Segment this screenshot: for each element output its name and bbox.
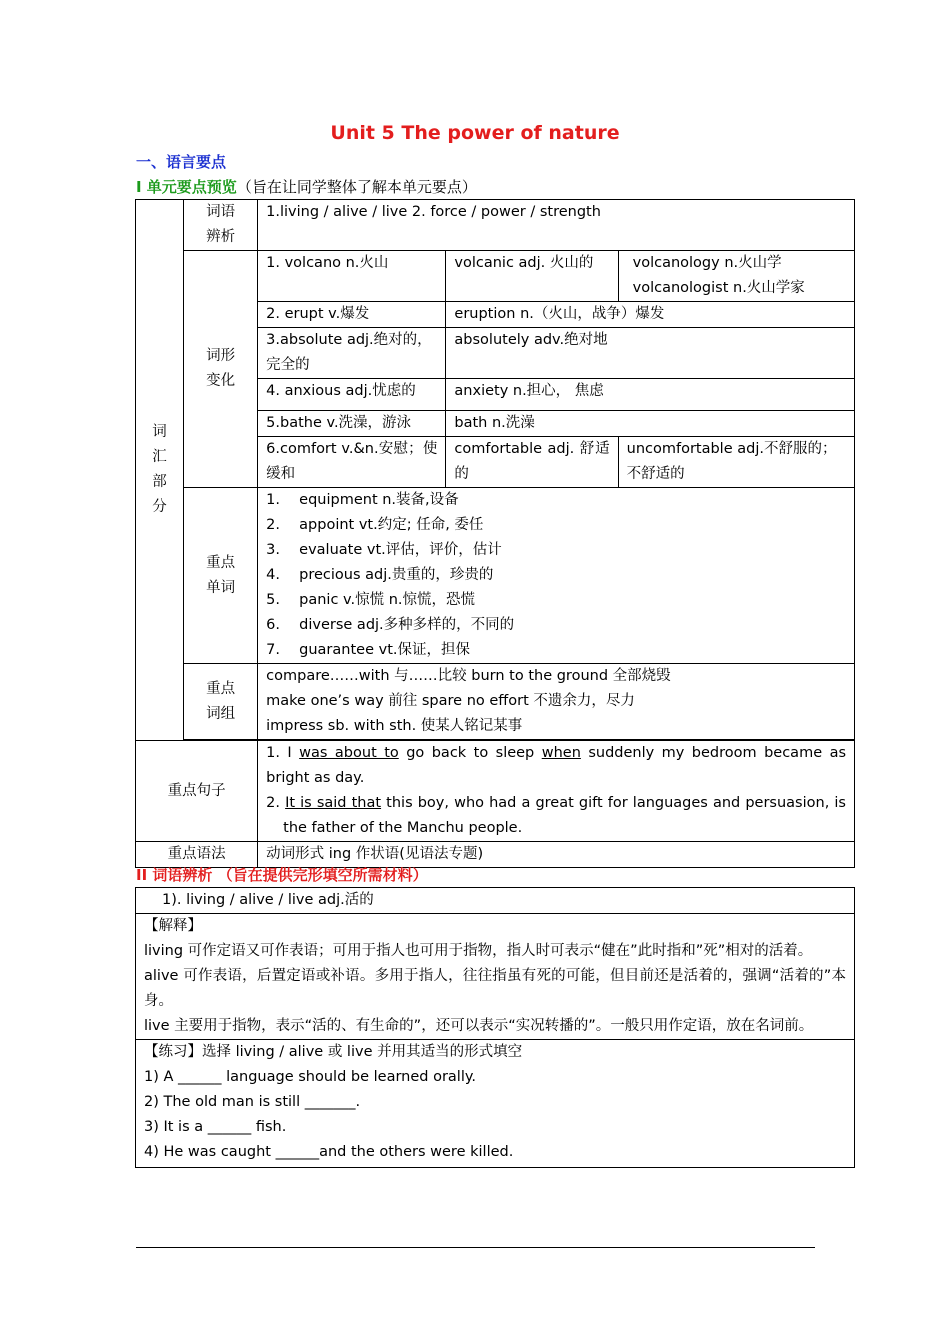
phrase-line: make one’s way 前往 spare no effort 不遗余力，尽力 <box>266 693 635 709</box>
explanation-paragraph: living 可作定语又可作表语；可用于指人也可用于指物，指人时可表示“健在”此时指和”死”相对的活着。 <box>144 943 813 959</box>
sentence-1: 1. I was about to go back to sleep when suddenly my bedroom became as bright as day. <box>266 745 847 786</box>
page-title: Unit 5 The power of nature <box>330 122 620 144</box>
analysis-head: 1). living / alive / live adj.活的 <box>136 888 855 914</box>
key-sentences <box>258 741 855 842</box>
grammar-text: 动词形式 ing 作状语(见语法专题) <box>258 842 855 868</box>
phrase-line: impress sb. with sth. 使某人铭记某事 <box>266 718 523 734</box>
wf-cell: eruption n.（火山，战争）爆发 <box>446 302 855 328</box>
sentences-label: 重点句子 <box>136 741 258 842</box>
list-item: 2. appoint vt.约定; 任命, 委任 <box>266 517 484 533</box>
phrases-label: 重点词组 <box>184 664 258 740</box>
section-heading-language-points: 一、语言要点 <box>136 153 227 171</box>
grammar-label: 重点语法 <box>136 842 258 868</box>
wf-cell: 1. volcano n.火山 <box>258 251 446 302</box>
wf-cell: uncomfortable adj.不舒服的；不舒适的 <box>618 437 854 488</box>
wf-cell: volcanic adj. 火山的 <box>446 251 618 302</box>
wf-cell: 3.absolute adj.绝对的，完全的 <box>258 328 446 379</box>
list-item: 1. equipment n.装备,设备 <box>266 492 459 508</box>
wf-cell: absolutely adv.绝对地 <box>446 328 855 379</box>
vocab-part-label: 词汇部分 <box>136 200 184 741</box>
analysis-practice <box>136 1040 855 1168</box>
list-item: 6. diverse adj.多种多样的，不同的 <box>266 617 515 633</box>
explanation-label: 【解释】 <box>144 918 202 934</box>
wf-cell: 2. erupt v.爆发 <box>258 302 446 328</box>
practice-item: 4) He was caught ______and the others were killed. <box>144 1144 514 1160</box>
wf-cell: 6.comfort v.&n.安慰；使缓和 <box>258 437 446 488</box>
wf-cell: comfortable adj. 舒适的 <box>446 437 618 488</box>
preview-note: （旨在让同学整体了解本单元要点） <box>236 178 477 196</box>
practice-item: 3) It is a ______ fish. <box>144 1119 287 1135</box>
footer-rule <box>136 1247 815 1248</box>
list-item: 3. evaluate vt.评估，评价，估计 <box>266 542 502 558</box>
wordform-label: 词形变化 <box>184 251 258 488</box>
phrase-line: compare……with 与……比较 burn to the ground 全部烧毁 <box>266 668 671 684</box>
list-item: 7. guarantee vt.保证，担保 <box>266 642 470 658</box>
explanation-paragraph: live 主要用于指物，表示“活的、有生命的”，还可以表示“实况转播的”。一般只用作定语，放在名词前。 <box>144 1018 814 1034</box>
word-analysis-table <box>135 887 855 1168</box>
disc-text: 1.living / alive / live 2. force / power / strength <box>258 200 855 251</box>
disc-label: 词语辨析 <box>184 200 258 251</box>
list-item: 4. precious adj.贵重的，珍贵的 <box>266 567 494 583</box>
key-words-label: 重点单词 <box>184 488 258 664</box>
unit-overview-table <box>135 199 855 868</box>
section-subheading-preview <box>136 176 477 197</box>
practice-item: 1) A ______ language should be learned orally. <box>144 1069 476 1085</box>
wf-cell: volcanology n.火山学 volcanologist n.火山学家 <box>618 251 854 302</box>
analysis-explanation <box>136 914 855 1040</box>
wf-cell: 5.bathe v.洗澡，游泳 <box>258 411 446 437</box>
practice-item: 2) The old man is still _______. <box>144 1094 361 1110</box>
phrases-list <box>258 664 855 740</box>
preview-label: I 单元要点预览 <box>136 178 237 196</box>
wf-cell: bath n.洗澡 <box>446 411 855 437</box>
practice-label: 【练习】选择 living / alive 或 live 并用其适当的形式填空 <box>144 1044 523 1060</box>
explanation-paragraph: alive 可作表语，后置定语或补语。多用于指人，往往指虽有死的可能，但目前还是活着的，强调“活着的”本身。 <box>144 968 846 1009</box>
section-heading-word-analysis: II 词语辨析 （旨在提供完形填空所需材料） <box>136 866 428 884</box>
sentence-2: 2. It is said that this boy, who had a great gift for languages and persuasion, is the father of the Manchu people. <box>266 795 846 836</box>
wf-cell: 4. anxious adj.忧虑的 <box>258 379 446 411</box>
wf-cell: anxiety n.担心， 焦虑 <box>446 379 855 411</box>
key-words-list <box>258 488 855 664</box>
list-item: 5. panic v.惊慌 n.惊慌，恐慌 <box>266 592 476 608</box>
